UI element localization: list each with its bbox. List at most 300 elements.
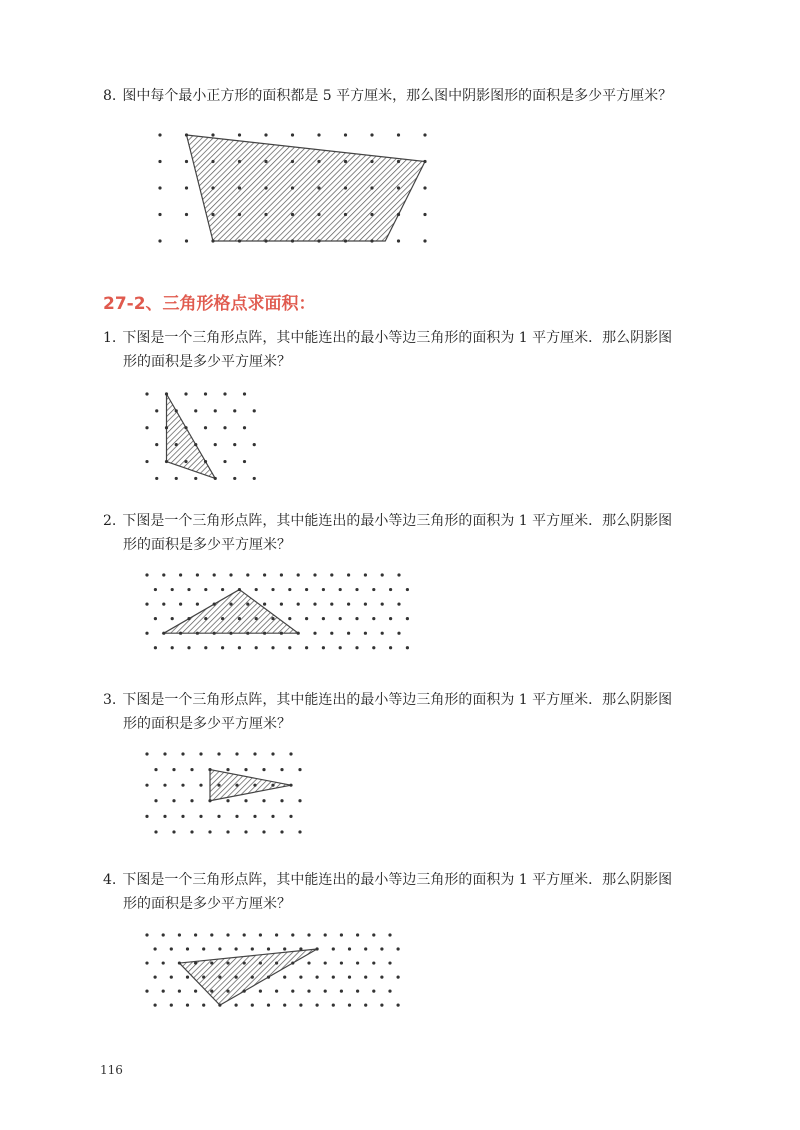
grid-dot: [317, 213, 320, 216]
grid-dot: [253, 815, 256, 818]
grid-dot: [226, 990, 229, 993]
grid-dot: [344, 186, 347, 189]
grid-dot: [317, 133, 320, 136]
grid-dot: [370, 186, 373, 189]
grid-dot: [185, 133, 188, 136]
grid-dot: [218, 947, 221, 950]
grid-dot: [238, 646, 241, 649]
grid-dot: [389, 617, 392, 620]
grid-dot: [145, 392, 148, 395]
question-text-line2: 形的面积是多少平方厘米？: [123, 716, 291, 732]
grid-dot: [145, 990, 148, 993]
grid-dot: [289, 784, 292, 787]
grid-dot: [356, 990, 359, 993]
grid-dot: [307, 933, 310, 936]
grid-dot: [187, 588, 190, 591]
grid-dot: [251, 975, 254, 978]
grid-dot: [372, 961, 375, 964]
grid-dot: [372, 990, 375, 993]
grid-dot: [388, 961, 391, 964]
grid-dot: [171, 646, 174, 649]
grid-dot: [233, 409, 236, 412]
grid-dot: [305, 617, 308, 620]
grid-dot: [181, 784, 184, 787]
grid-dot: [163, 784, 166, 787]
grid-dot: [154, 1004, 157, 1007]
grid-dot: [190, 799, 193, 802]
grid-dot: [158, 160, 161, 163]
grid-dot: [154, 799, 157, 802]
grid-dot: [322, 617, 325, 620]
grid-dot: [330, 632, 333, 635]
grid-dot: [324, 933, 327, 936]
grid-dot: [226, 768, 229, 771]
grid-dot: [179, 602, 182, 605]
grid-dot: [165, 426, 168, 429]
grid-dot: [217, 815, 220, 818]
grid-dot: [291, 961, 294, 964]
grid-dot: [179, 573, 182, 576]
grid-dot: [162, 933, 165, 936]
grid-dot: [355, 617, 358, 620]
shaded-polygon: [179, 949, 317, 1005]
grid-dot: [370, 133, 373, 136]
grid-dot: [299, 947, 302, 950]
page-number: 116: [100, 1063, 123, 1077]
grid-dot: [211, 186, 214, 189]
grid-dot: [154, 646, 157, 649]
grid-dot: [187, 646, 190, 649]
grid-dot: [381, 632, 384, 635]
grid-dot: [259, 990, 262, 993]
grid-dot: [145, 602, 148, 605]
grid-dot: [280, 632, 283, 635]
grid-dot: [339, 617, 342, 620]
grid-dot: [253, 752, 256, 755]
grid-dot: [178, 933, 181, 936]
grid-dot: [211, 160, 214, 163]
grid-dot: [289, 815, 292, 818]
grid-dot: [190, 830, 193, 833]
grid-dot: [235, 975, 238, 978]
grid-dot: [145, 815, 148, 818]
grid-dot: [340, 990, 343, 993]
grid-dot: [283, 1004, 286, 1007]
grid-dot: [275, 933, 278, 936]
question-text-line2: 形的面积是多少平方厘米？: [123, 537, 291, 553]
grid-dot: [202, 1004, 205, 1007]
grid-dot: [291, 239, 294, 242]
grid-dot: [267, 947, 270, 950]
grid-dot: [202, 975, 205, 978]
grid-dot: [397, 602, 400, 605]
grid-dot: [264, 160, 267, 163]
grid-dot: [259, 933, 262, 936]
grid-dot: [280, 573, 283, 576]
grid-dot: [322, 646, 325, 649]
grid-dot: [229, 573, 232, 576]
grid-dot: [271, 752, 274, 755]
grid-dot: [210, 933, 213, 936]
grid-dot: [221, 617, 224, 620]
grid-dot: [226, 799, 229, 802]
grid-dot: [246, 602, 249, 605]
grid-dot: [364, 632, 367, 635]
grid-dot: [213, 573, 216, 576]
grid-dot: [348, 947, 351, 950]
grid-dot: [291, 160, 294, 163]
grid-dot: [332, 947, 335, 950]
grid-dot: [223, 426, 226, 429]
grid-dot: [423, 160, 426, 163]
grid-dot: [170, 975, 173, 978]
grid-dot: [316, 947, 319, 950]
grid-dot: [389, 588, 392, 591]
question-text-line1: 下图是一个三角形点阵，其中能连出的最小等边三角形的面积为 1 平方厘米．那么阴影图: [122, 692, 673, 708]
grid-dot: [271, 815, 274, 818]
grid-dot: [381, 602, 384, 605]
square-dot-grid-figure-8: [158, 133, 426, 242]
grid-dot: [397, 573, 400, 576]
grid-dot: [162, 602, 165, 605]
grid-dot: [196, 632, 199, 635]
grid-dot: [172, 830, 175, 833]
grid-dot: [194, 990, 197, 993]
grid-dot: [243, 460, 246, 463]
grid-dot: [423, 186, 426, 189]
grid-dot: [243, 961, 246, 964]
grid-dot: [243, 990, 246, 993]
grid-dot: [291, 133, 294, 136]
grid-dot: [251, 947, 254, 950]
grid-dot: [194, 409, 197, 412]
grid-dot: [181, 752, 184, 755]
grid-dot: [264, 239, 267, 242]
grid-dot: [158, 213, 161, 216]
grid-dot: [194, 443, 197, 446]
triangle-dot-grid-figure-2: [145, 573, 409, 649]
grid-dot: [370, 213, 373, 216]
grid-dot: [344, 239, 347, 242]
grid-dot: [244, 830, 247, 833]
grid-dot: [356, 961, 359, 964]
grid-dot: [381, 573, 384, 576]
grid-dot: [244, 799, 247, 802]
grid-dot: [317, 160, 320, 163]
grid-dot: [162, 990, 165, 993]
grid-dot: [145, 573, 148, 576]
grid-dot: [262, 830, 265, 833]
grid-dot: [332, 975, 335, 978]
grid-dot: [158, 133, 161, 136]
grid-dot: [145, 933, 148, 936]
grid-dot: [330, 602, 333, 605]
grid-dot: [255, 588, 258, 591]
grid-dot: [172, 768, 175, 771]
grid-dot: [297, 602, 300, 605]
grid-dot: [208, 830, 211, 833]
grid-dot: [344, 160, 347, 163]
grid-dot: [187, 617, 190, 620]
grid-dot: [259, 961, 262, 964]
grid-dot: [313, 602, 316, 605]
grid-dot: [322, 588, 325, 591]
grid-dot: [204, 392, 207, 395]
grid-dot: [235, 1004, 238, 1007]
grid-dot: [186, 975, 189, 978]
section-heading: 27-2、三角形格点求面积：: [103, 294, 316, 314]
grid-dot: [175, 443, 178, 446]
grid-dot: [238, 617, 241, 620]
grid-dot: [324, 961, 327, 964]
grid-dot: [208, 799, 211, 802]
grid-dot: [280, 768, 283, 771]
grid-dot: [178, 961, 181, 964]
grid-dot: [406, 617, 409, 620]
grid-dot: [178, 990, 181, 993]
grid-dot: [330, 573, 333, 576]
grid-dot: [235, 947, 238, 950]
grid-dot: [154, 588, 157, 591]
question-text-line2: 形的面积是多少平方厘米？: [123, 896, 291, 912]
grid-dot: [264, 186, 267, 189]
grid-dot: [347, 602, 350, 605]
grid-dot: [355, 646, 358, 649]
grid-dot: [364, 573, 367, 576]
grid-dot: [243, 426, 246, 429]
grid-dot: [264, 213, 267, 216]
grid-dot: [298, 768, 301, 771]
grid-dot: [179, 632, 182, 635]
grid-dot: [251, 1004, 254, 1007]
grid-dot: [196, 602, 199, 605]
grid-dot: [163, 752, 166, 755]
question-number: 3.: [103, 692, 117, 708]
grid-dot: [238, 239, 241, 242]
grid-dot: [356, 933, 359, 936]
grid-dot: [233, 477, 236, 480]
grid-dot: [298, 830, 301, 833]
grid-dot: [372, 617, 375, 620]
grid-dot: [190, 768, 193, 771]
grid-dot: [288, 617, 291, 620]
grid-dot: [154, 768, 157, 771]
question-text-line2: 形的面积是多少平方厘米？: [123, 354, 291, 370]
grid-dot: [202, 947, 205, 950]
grid-dot: [214, 443, 217, 446]
grid-dot: [238, 588, 241, 591]
grid-dot: [204, 617, 207, 620]
grid-dot: [211, 239, 214, 242]
shaded-polygon: [164, 590, 298, 634]
grid-dot: [397, 160, 400, 163]
grid-dot: [397, 947, 400, 950]
grid-dot: [275, 990, 278, 993]
grid-dot: [154, 947, 157, 950]
grid-dot: [208, 768, 211, 771]
grid-dot: [344, 213, 347, 216]
grid-dot: [185, 239, 188, 242]
grid-dot: [214, 409, 217, 412]
grid-dot: [221, 646, 224, 649]
grid-dot: [372, 933, 375, 936]
grid-dot: [271, 588, 274, 591]
grid-dot: [165, 392, 168, 395]
grid-dot: [184, 392, 187, 395]
grid-dot: [347, 573, 350, 576]
grid-dot: [280, 602, 283, 605]
grid-dot: [170, 1004, 173, 1007]
grid-dot: [145, 460, 148, 463]
grid-dot: [263, 632, 266, 635]
grid-dot: [253, 477, 256, 480]
question-number: 8.: [103, 88, 117, 104]
grid-dot: [364, 1004, 367, 1007]
grid-dot: [324, 990, 327, 993]
grid-dot: [221, 588, 224, 591]
grid-dot: [380, 947, 383, 950]
grid-dot: [218, 1004, 221, 1007]
grid-dot: [204, 460, 207, 463]
grid-dot: [229, 632, 232, 635]
grid-dot: [344, 133, 347, 136]
grid-dot: [397, 213, 400, 216]
grid-dot: [154, 830, 157, 833]
grid-dot: [283, 975, 286, 978]
grid-dot: [299, 1004, 302, 1007]
shaded-polygon: [187, 135, 426, 241]
grid-dot: [313, 573, 316, 576]
grid-dot: [347, 632, 350, 635]
grid-dot: [280, 830, 283, 833]
grid-dot: [340, 933, 343, 936]
question-text: 图中每个最小正方形的面积都是 5 平方厘米，那么图中阴影图形的面积是多少平方厘米？: [122, 88, 673, 104]
grid-dot: [158, 239, 161, 242]
grid-dot: [196, 573, 199, 576]
grid-dot: [262, 799, 265, 802]
grid-dot: [388, 933, 391, 936]
grid-dot: [235, 815, 238, 818]
grid-dot: [155, 409, 158, 412]
question-text-line1: 下图是一个三角形点阵，其中能连出的最小等边三角形的面积为 1 平方厘米．那么阴影图: [122, 330, 673, 346]
grid-dot: [288, 646, 291, 649]
grid-dot: [199, 752, 202, 755]
grid-dot: [158, 186, 161, 189]
grid-dot: [291, 990, 294, 993]
grid-dot: [154, 617, 157, 620]
grid-dot: [199, 815, 202, 818]
grid-dot: [229, 602, 232, 605]
grid-dot: [271, 784, 274, 787]
grid-dot: [364, 947, 367, 950]
grid-dot: [170, 947, 173, 950]
grid-dot: [244, 768, 247, 771]
question-text-line1: 下图是一个三角形点阵，其中能连出的最小等边三角形的面积为 1 平方厘米．那么阴影图: [122, 872, 673, 888]
grid-dot: [162, 573, 165, 576]
grid-dot: [332, 1004, 335, 1007]
grid-dot: [305, 646, 308, 649]
grid-dot: [226, 830, 229, 833]
grid-dot: [423, 213, 426, 216]
question-number: 2.: [103, 513, 117, 529]
grid-dot: [186, 947, 189, 950]
grid-dot: [155, 477, 158, 480]
grid-dot: [389, 646, 392, 649]
grid-dot: [145, 784, 148, 787]
question-text-line1: 下图是一个三角形点阵，其中能连出的最小等边三角形的面积为 1 平方厘米．那么阴影图: [122, 513, 673, 529]
grid-dot: [154, 975, 157, 978]
grid-dot: [263, 602, 266, 605]
grid-dot: [210, 990, 213, 993]
grid-dot: [263, 573, 266, 576]
grid-dot: [397, 239, 400, 242]
grid-dot: [372, 646, 375, 649]
grid-dot: [291, 213, 294, 216]
question-number: 4.: [103, 872, 117, 888]
grid-dot: [233, 443, 236, 446]
grid-dot: [238, 133, 241, 136]
grid-dot: [235, 752, 238, 755]
grid-dot: [397, 632, 400, 635]
grid-dot: [364, 602, 367, 605]
triangle-dot-grid-figure-4: [145, 933, 399, 1006]
grid-dot: [162, 632, 165, 635]
grid-dot: [313, 632, 316, 635]
grid-dot: [291, 933, 294, 936]
grid-dot: [204, 426, 207, 429]
grid-dot: [226, 933, 229, 936]
grid-dot: [406, 588, 409, 591]
grid-dot: [291, 186, 294, 189]
grid-dot: [185, 213, 188, 216]
grid-dot: [194, 477, 197, 480]
grid-dot: [218, 975, 221, 978]
grid-dot: [204, 646, 207, 649]
grid-dot: [184, 426, 187, 429]
grid-dot: [316, 975, 319, 978]
grid-dot: [317, 239, 320, 242]
grid-dot: [155, 443, 158, 446]
grid-dot: [297, 573, 300, 576]
grid-dot: [283, 947, 286, 950]
grid-dot: [280, 799, 283, 802]
grid-dot: [307, 990, 310, 993]
grid-dot: [397, 186, 400, 189]
grid-dot: [175, 409, 178, 412]
grid-dot: [186, 1004, 189, 1007]
grid-dot: [298, 799, 301, 802]
grid-dot: [267, 1004, 270, 1007]
grid-dot: [355, 588, 358, 591]
grid-dot: [185, 186, 188, 189]
grid-dot: [289, 752, 292, 755]
grid-dot: [267, 975, 270, 978]
grid-dot: [397, 1004, 400, 1007]
grid-dot: [255, 646, 258, 649]
grid-dot: [217, 784, 220, 787]
grid-dot: [255, 617, 258, 620]
grid-dot: [213, 602, 216, 605]
grid-dot: [348, 975, 351, 978]
grid-dot: [165, 460, 168, 463]
grid-dot: [271, 617, 274, 620]
grid-dot: [213, 632, 216, 635]
grid-dot: [388, 990, 391, 993]
grid-dot: [223, 392, 226, 395]
grid-dot: [364, 975, 367, 978]
grid-dot: [380, 1004, 383, 1007]
question-number: 1.: [103, 330, 117, 346]
